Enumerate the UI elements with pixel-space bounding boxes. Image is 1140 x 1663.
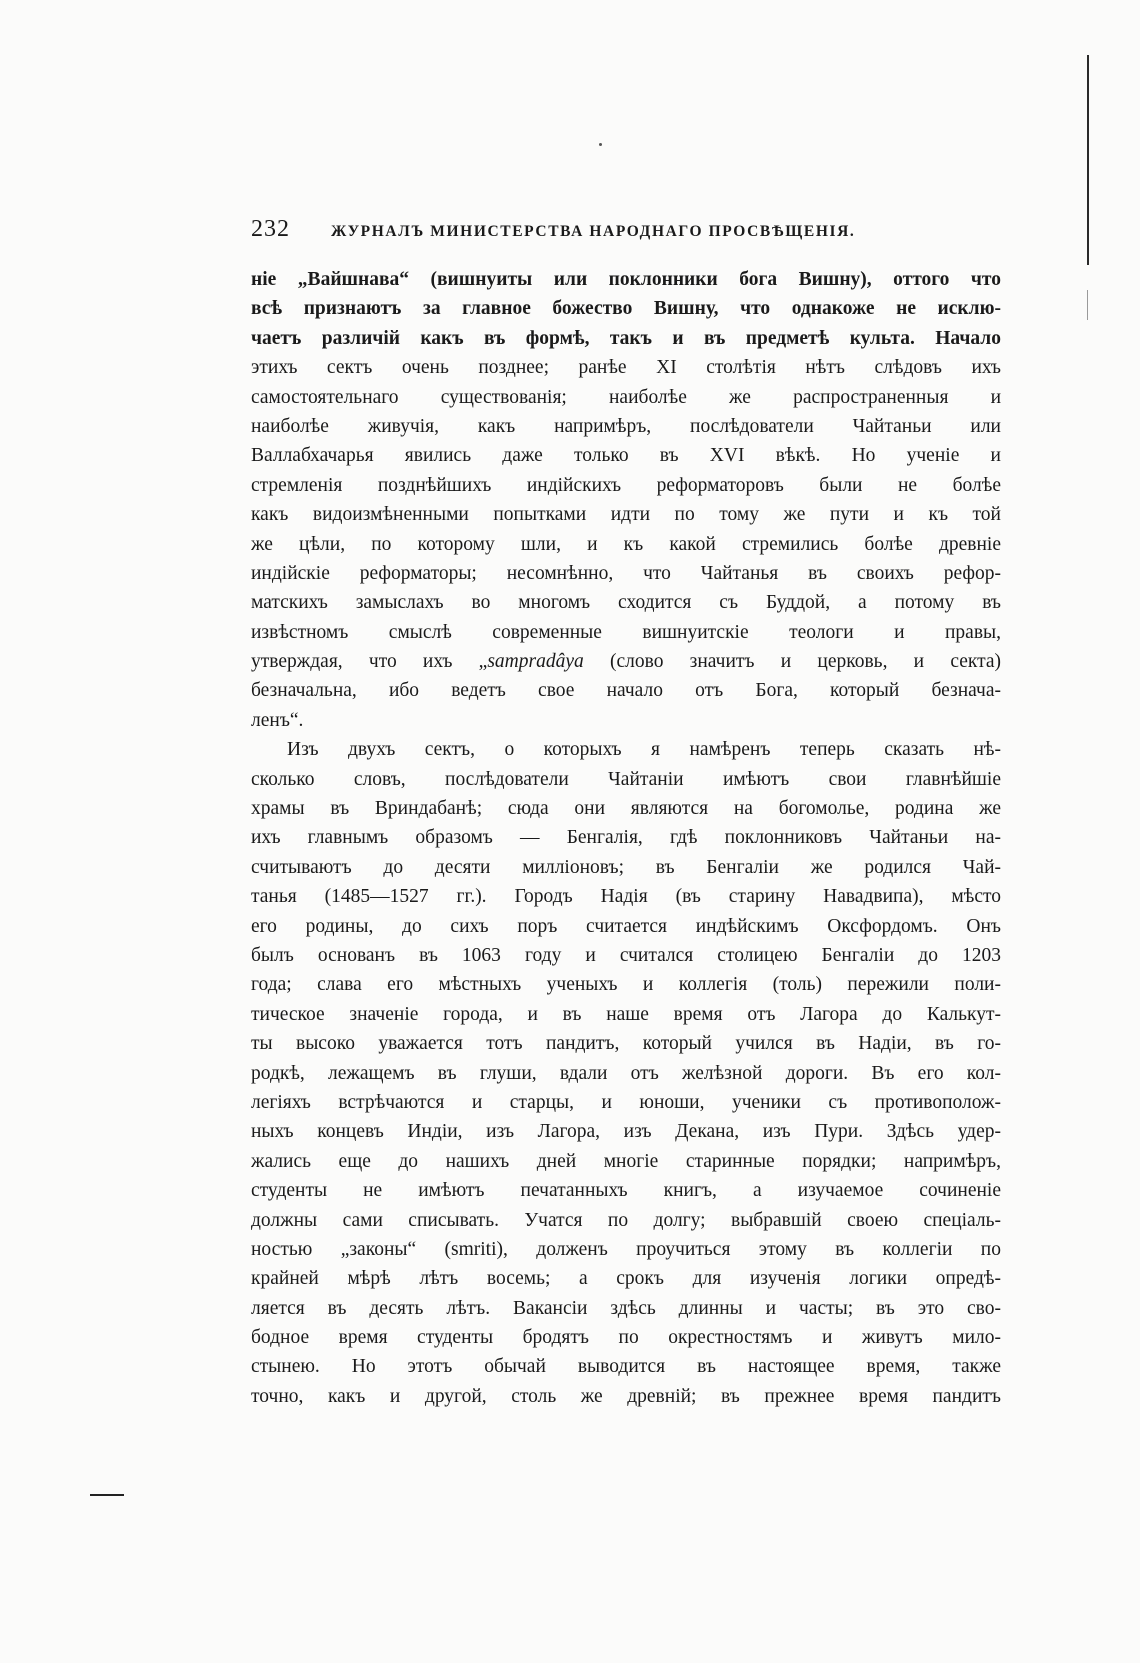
text-line: студенты не имѣютъ печатанныхъ книгъ, а изучаемое сочиненіе (251, 1180, 1001, 1202)
paragraph-start-line: Изъ двухъ сектъ, о которыхъ я намѣренъ теперь сказать нѣ- (287, 739, 1001, 761)
page-header (251, 216, 1001, 246)
text-line: крайней мѣрѣ лѣтъ восемь; а срокъ для изученія логики опредѣ- (251, 1268, 1001, 1290)
text-line: родкѣ, лежащемъ въ глуши, вдали отъ желѣзной дороги. Въ его кол- (251, 1062, 1001, 1084)
text-line: бодное время студенты бродятъ по окрестностямъ и живутъ мило- (251, 1327, 1001, 1349)
text-line: индійскіе реформаторы; несомнѣнно, что Чайтанья въ своихъ рефор- (251, 562, 1001, 584)
text-line: ты высоко уважается тотъ пандитъ, который учился въ Надіи, въ го- (251, 1033, 1001, 1055)
text-line: безначальна, ибо ведетъ свое начало отъ Бога, который безнача- (251, 680, 1001, 702)
text-line: какъ видоизмѣненными попытками идти по тому же пути и къ той (251, 504, 1001, 526)
text-line: наиболѣе живучія, какъ напримѣръ, послѣдователи Чайтаньи или (251, 415, 1001, 437)
text-line: должны сами списывать. Учатся по долгу; выбравшій своею спеціаль- (251, 1209, 1001, 1231)
text-line: его родины, до сихъ поръ считается индѣйскимъ Оксфордомъ. Онъ (251, 915, 1001, 937)
text-fragment: утверждая, что ихъ „ (251, 651, 488, 673)
text-line: ихъ главнымъ образомъ — Бенгалія, гдѣ поклонниковъ Чайтаньи на- (251, 827, 1001, 849)
text-line: считываютъ до десяти милліоновъ; въ Бенгаліи же родился Чай- (251, 856, 1001, 878)
text-line: ностью „законы“ (smriti), долженъ проучиться этому въ коллегіи по (251, 1238, 1001, 1260)
text-line: храмы въ Вриндабанѣ; сюда они являются на богомолье, родина же (251, 798, 1001, 820)
page-edge-rule-faint (1087, 290, 1088, 320)
text-line: этихъ сектъ очень позднее; ранѣе XI столѣтія нѣтъ слѣдовъ ихъ (251, 357, 1001, 379)
page-edge-rule (1087, 55, 1089, 265)
text-line: точно, какъ и другой, столь же древній; въ прежнее время пандитъ (251, 1385, 1001, 1407)
margin-mark (90, 1494, 124, 1496)
text-fragment: (слово значитъ и церковь, и секта) (609, 651, 1001, 673)
text-line: же цѣли, по которому шли, и къ какой стремились болѣе древніе (251, 533, 1001, 555)
running-title: ЖУРНАЛЪ МИНИСТЕРСТВА НАРОДНАГО ПРОСВѢЩЕНІЯ. (331, 223, 856, 240)
body-text (251, 265, 1001, 1411)
text-line: всѣ признаютъ за главное божество Вишну, что однакоже не исклю- (251, 298, 1001, 320)
text-line: стремленія позднѣйшихъ индійскихъ реформаторовъ были не болѣе (251, 474, 1001, 496)
text-line-with-term (251, 647, 1001, 676)
text-line: тическое значеніе города, и въ наше время отъ Лагора до Калькут- (251, 1003, 1001, 1025)
text-line: ныхъ концевъ Индіи, изъ Лагора, изъ Декана, изъ Пури. Здѣсь удер- (251, 1121, 1001, 1143)
text-line: года; слава его мѣстныхъ ученыхъ и коллегія (толь) пережили поли- (251, 974, 1001, 996)
scan-speck (599, 143, 602, 146)
text-line: извѣстномъ смыслѣ современные вишнуитскіе теологи и правы, (251, 621, 1001, 643)
text-line: ленъ“. (251, 709, 304, 731)
sanskrit-term: sampradâya (487, 651, 584, 673)
text-line: самостоятельнаго существованія; наиболѣе же распространенныя и (251, 386, 1001, 408)
text-line: матскихъ замыслахъ во многомъ сходится съ Буддой, а потому въ (251, 592, 1001, 614)
text-line: сколько словъ, послѣдователи Чайтаніи имѣютъ свои главнѣйшіе (251, 768, 1001, 790)
text-line: легіяхъ встрѣчаются и старцы, и юноши, ученики съ противополож- (251, 1091, 1001, 1113)
text-line: Валлабхачарья явились даже только въ XVI вѣкѣ. Но ученіе и (251, 445, 1001, 467)
text-line: чаетъ различій какъ въ формѣ, такъ и въ предметѣ культа. Начало (251, 327, 1001, 349)
text-line: ніе „Вайшнава“ (вишнуиты или поклонники бога Вишну), оттого что (251, 269, 1001, 290)
text-line: жались еще до нашихъ дней многіе старинные порядки; напримѣръ, (251, 1150, 1001, 1172)
text-line: стынею. Но этотъ обычай выводится въ настоящее время, также (251, 1356, 1001, 1378)
text-line: ляется въ десять лѣтъ. Вакансіи здѣсь длинны и часты; въ это сво- (251, 1297, 1001, 1319)
text-line: былъ основанъ въ 1063 году и считался столицею Бенгаліи до 1203 (251, 944, 1001, 966)
text-line: танья (1485—1527 гг.). Городъ Надія (въ старину Навадвипа), мѣсто (251, 886, 1001, 908)
page-number: 232 (251, 216, 290, 242)
